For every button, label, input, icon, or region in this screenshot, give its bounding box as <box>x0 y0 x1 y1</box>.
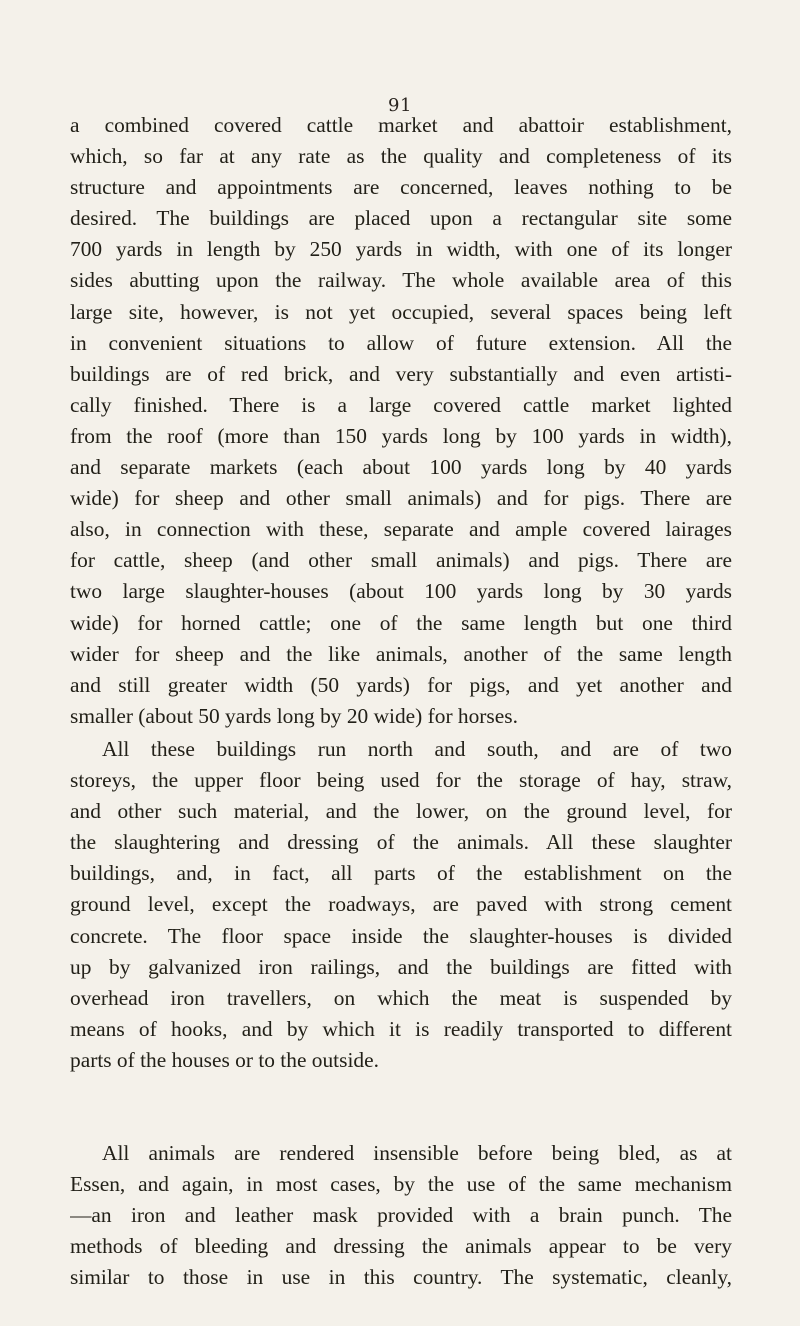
text-line: methods of bleeding and dressing the animals appear to be very <box>70 1234 732 1259</box>
text-line: two large slaughter-houses (about 100 yards long by 30 yards <box>70 579 732 604</box>
text-line: wide) for sheep and other small animals) and for pigs. There are <box>70 486 732 511</box>
page-number: 91 <box>388 95 412 116</box>
text-line: parts of the houses or to the outside. <box>70 1047 379 1072</box>
paragraph-2 <box>70 734 732 1076</box>
text-line: which, so far at any rate as the quality and completeness of its <box>70 144 732 169</box>
text-line: 700 yards in length by 250 yards in width, with one of its longer <box>70 237 732 262</box>
text-line: in convenient situations to allow of future extension. All the <box>70 330 732 355</box>
text-line: —an iron and leather mask provided with a brain punch. The <box>70 1203 732 1228</box>
text-line: large site, however, is not yet occupied, several spaces being left <box>70 299 732 324</box>
text-line: sides abutting upon the railway. The whole available area of this <box>70 268 732 293</box>
text-line: the slaughtering and dressing of the animals. All these slaughter <box>70 830 732 855</box>
text-line: ground level, except the roadways, are paved with strong cement <box>70 892 732 917</box>
text-line: All these buildings run north and south, and are of two <box>102 737 732 761</box>
text-line: cally finished. There is a large covered cattle market lighted <box>70 392 732 417</box>
text-line: wide) for horned cattle; one of the same length but one third <box>70 610 732 635</box>
paragraph-1 <box>70 110 732 732</box>
text-line: storeys, the upper floor being used for the storage of hay, straw, <box>70 768 732 793</box>
text-line: wider for sheep and the like animals, another of the same length <box>70 641 732 666</box>
text-line: up by galvanized iron railings, and the buildings are fitted with <box>70 954 732 979</box>
text-line: overhead iron travellers, on which the meat is suspended by <box>70 985 732 1010</box>
text-line: from the roof (more than 150 yards long by 100 yards in width), <box>70 423 732 448</box>
text-line: buildings, and, in fact, all parts of the establishment on the <box>70 861 732 886</box>
text-line: structure and appointments are concerned, leaves nothing to be <box>70 175 732 200</box>
text-line: means of hooks, and by which it is readily transported to different <box>70 1016 732 1041</box>
text-line: also, in connection with these, separate and ample covered lairages <box>70 517 732 542</box>
text-line: similar to those in use in this country. The systematic, cleanly, <box>70 1265 732 1290</box>
text-line: a combined covered cattle market and abattoir establishment, <box>70 113 732 137</box>
text-line: All animals are rendered insensible before being bled, as at <box>102 1141 732 1165</box>
text-line: and separate markets (each about 100 yards long by 40 yards <box>70 455 732 480</box>
text-line: Essen, and again, in most cases, by the use of the same mechanism <box>70 1172 732 1197</box>
text-line: and other such material, and the lower, on the ground level, for <box>70 799 732 824</box>
text-line: concrete. The floor space inside the slaughter-houses is divided <box>70 923 732 948</box>
text-line: smaller (about 50 yards long by 20 wide) for horses. <box>70 703 518 728</box>
text-line: desired. The buildings are placed upon a rectangular site some <box>70 206 732 231</box>
text-line: buildings are of red brick, and very substantially and even artisti- <box>70 361 732 386</box>
text-line: and still greater width (50 yards) for pigs, and yet another and <box>70 672 732 697</box>
paragraph-3 <box>70 1138 732 1293</box>
text-line: for cattle, sheep (and other small animals) and pigs. There are <box>70 548 732 573</box>
